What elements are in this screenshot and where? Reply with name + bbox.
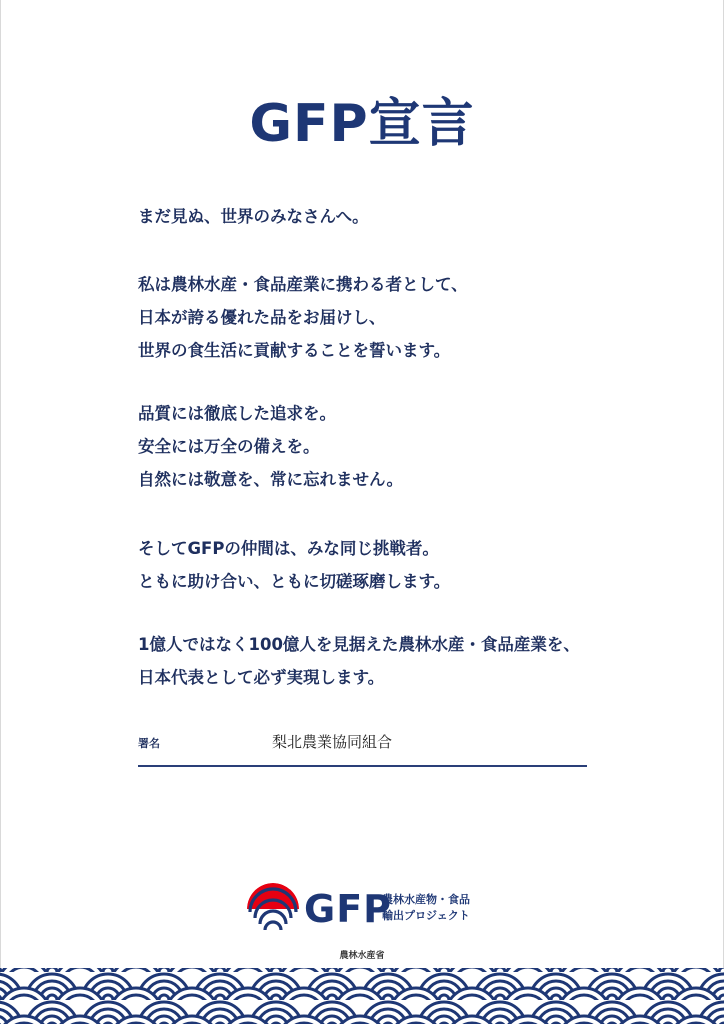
paragraph-3	[138, 397, 403, 496]
seigaiha-wave-pattern	[0, 968, 724, 1024]
declaration-line: 日本が誇る優れた品をお届けし、	[138, 308, 386, 327]
signature-name: 梨北農業協同組合	[272, 733, 393, 751]
declaration-line: まだ見ぬ、世界のみなさんへ。	[138, 207, 369, 226]
declaration-line: 私は農林水産・食品産業に携わる者として、	[138, 275, 468, 294]
page-title: GFP宣言	[249, 94, 475, 154]
declaration-line: 安全には万全の備えを。	[138, 437, 320, 456]
gfp-wave-sun-icon	[246, 882, 300, 936]
paragraph-5	[138, 628, 580, 694]
ministry-name: 農林水産省	[339, 951, 385, 961]
logo-subtitle-line: 農林水産物・食品	[382, 893, 470, 906]
declaration-line: 品質には徹底した追求を。	[138, 404, 336, 423]
paragraph-1	[138, 200, 369, 233]
signature-label: 署名	[138, 737, 160, 750]
declaration-line: 1億人ではなく100億人を見据えた農林水産・食品産業を、	[138, 635, 580, 654]
paragraph-4	[138, 532, 450, 598]
declaration-line: 自然には敬意を、常に忘れません。	[138, 470, 403, 489]
signature-line	[138, 765, 587, 767]
declaration-line: そしてGFPの仲間は、みな同じ挑戦者。	[138, 539, 439, 558]
declaration-line: 日本代表として必ず実現します。	[138, 668, 385, 687]
paragraph-2	[138, 268, 468, 367]
logo-wordmark: GFP	[304, 887, 392, 931]
logo-subtitle-line: 輸出プロジェクト	[382, 909, 470, 922]
gfp-logo	[246, 880, 486, 940]
logo-subtitle	[382, 892, 470, 924]
declaration-line: ともに助け合い、ともに切磋琢磨します。	[138, 572, 451, 591]
declaration-line: 世界の食生活に貢献することを誓います。	[138, 341, 451, 360]
